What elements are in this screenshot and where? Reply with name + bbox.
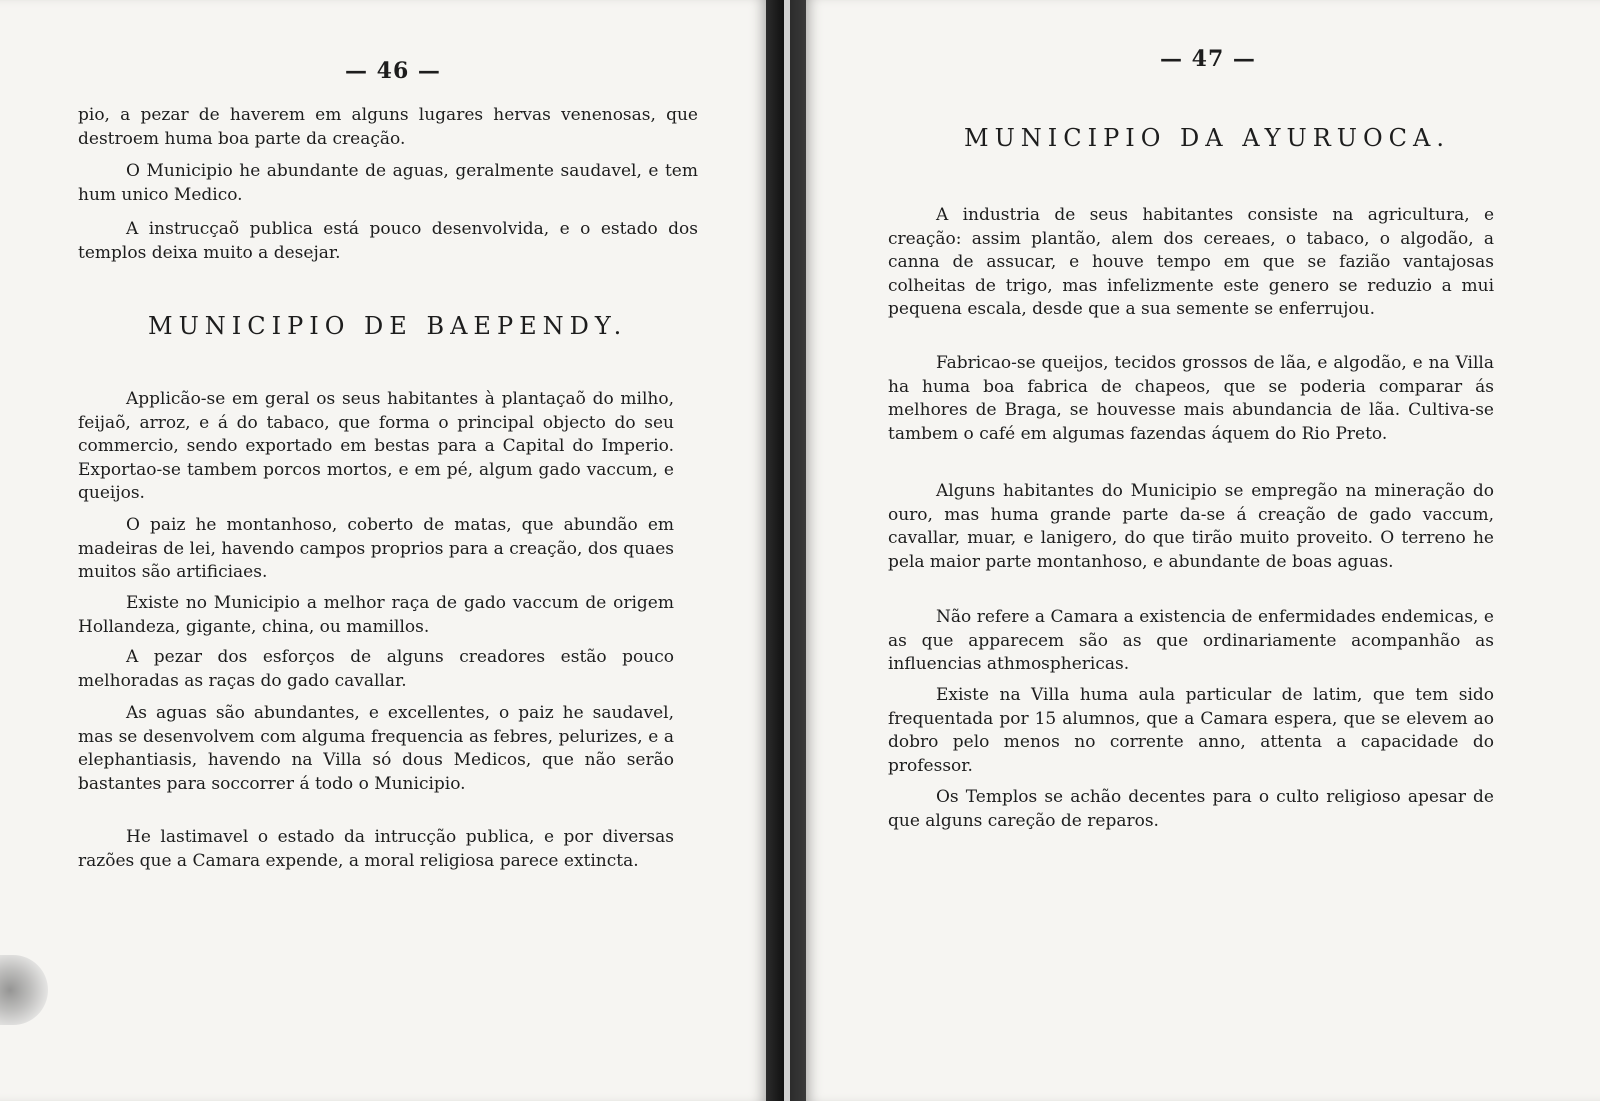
heading-ayuruoca: MUNICIPIO DA AYURUOCA. [964, 124, 1450, 152]
left-page [0, 0, 766, 1101]
paragraph-ayuruoca-4: Não refere a Camara a existencia de enfermidades endemicas, e as que apparecem são as que ordinariamente acompanhão as influencias athmosphericas. [888, 607, 1494, 674]
paragraph-ayuruoca-6: Os Templos se achão decentes para o culto religioso apesar de que alguns careção de reparos. [888, 787, 1494, 831]
page-number-left: — 46 — [345, 58, 441, 84]
book-gutter [766, 0, 806, 1101]
paragraph-ayuruoca-2: Fabricao-se queijos, tecidos grossos de lãa, e algodão, e na Villa ha huma boa fabrica de chapeos, que se poderia comparar ás melhores de Braga, se houvesse mais abundancia de lãa. Cultiva-se tambem o café em algumas fazendas áquem do Rio Preto. [888, 353, 1494, 444]
paragraph-baependy-4: A pezar dos esforços de alguns creadores estão pouco melhoradas as raças do gado cavallar. [78, 647, 674, 691]
paragraph-intro-1: pio, a pezar de haverem em alguns lugares hervas venenosas, que destroem huma boa parte da creação. [78, 105, 698, 149]
paragraph-ayuruoca-3: Alguns habitantes do Municipio se empregão na mineração do ouro, mas huma grande parte da-se á creação de gado vaccum, cavallar, muar, e lanigero, do que tirão muito proveito. O terreno he pela maior parte montanhoso, e abundante de boas aguas. [888, 481, 1494, 572]
heading-baependy: MUNICIPIO DE BAEPENDY. [148, 312, 628, 340]
paragraph-baependy-2: O paiz he montanhoso, coberto de matas, que abundão em madeiras de lei, havendo campos proprios para a creação, dos quaes muitos são artificiaes. [78, 515, 674, 582]
paragraph-baependy-5: As aguas são abundantes, e excellentes, o paiz he saudavel, mas se desenvolvem com alguma frequencia as febres, pelurizes, e a elephantiasis, havendo na Villa só dous Medicos, que não serão bastantes para soccorrer á todo o Municipio. [78, 703, 674, 794]
right-page [806, 0, 1600, 1101]
paragraph-ayuruoca-1: A industria de seus habitantes consiste na agricultura, e creação: assim plantão, alem dos cereaes, o tabaco, o algodão, a canna de assucar, e houve tempo em que se fazião vantajosas colheitas de trigo, mas infelizmente este genero se reduzio a mui pequena escala, desde que a sua semente se enferrujou. [888, 205, 1494, 319]
page-number-right: — 47 — [1160, 46, 1256, 72]
paragraph-ayuruoca-5: Existe na Villa huma aula particular de latim, que tem sido frequentada por 15 alumnos, que a Camara espera, que se elevem ao dobro pelo menos no corrente anno, attenta a capacidade do professor. [888, 685, 1494, 776]
paper-stain [0, 955, 48, 1025]
paragraph-intro-3: A instrucçaõ publica está pouco desenvolvida, e o estado dos templos deixa muito a desejar. [78, 219, 698, 263]
paragraph-baependy-6: He lastimavel o estado da intrucção publica, e por diversas razões que a Camara expende, a moral religiosa parece extincta. [78, 827, 674, 871]
paragraph-intro-2: O Municipio he abundante de aguas, geralmente saudavel, e tem hum unico Medico. [78, 161, 698, 205]
paragraph-baependy-1: Applicão-se em geral os seus habitantes à plantaçaõ do milho, feijaõ, arroz, e á do tabaco, que forma o principal objecto do seu commercio, sendo exportado em bestas para a Capital do Imperio. Exportao-se tambem porcos mortos, e em pé, algum gado vaccum, e queijos. [78, 389, 674, 503]
paragraph-baependy-3: Existe no Municipio a melhor raça de gado vaccum de origem Hollandeza, gigante, china, ou mamillos. [78, 593, 674, 637]
